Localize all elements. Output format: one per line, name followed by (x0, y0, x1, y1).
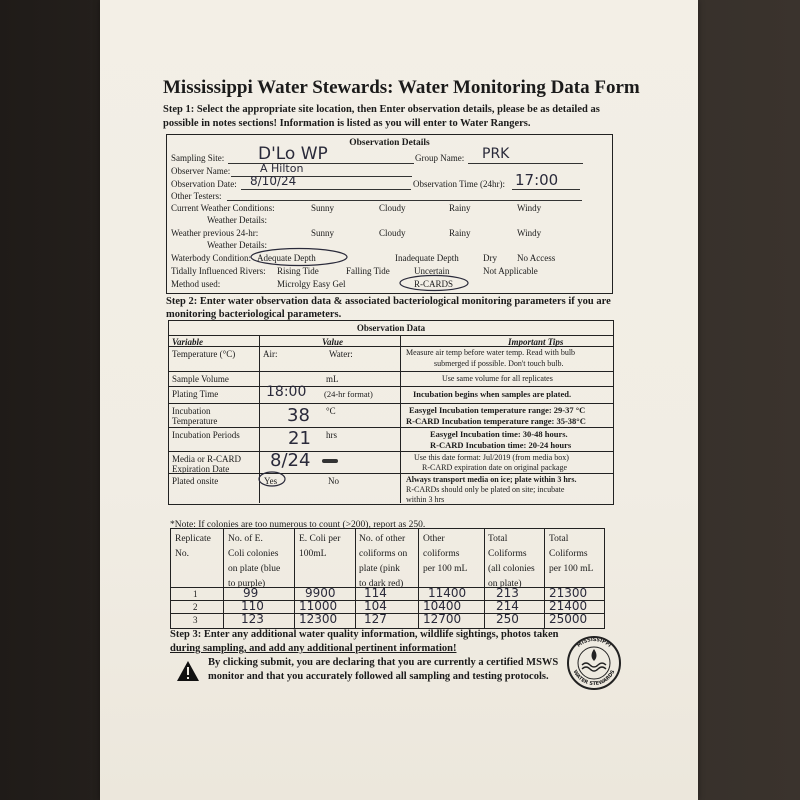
rep-header-ecoli-per-100 (299, 532, 340, 562)
observation-time-label: Observation Time (24hr): (413, 179, 505, 189)
rep-header-other-colonies (359, 532, 407, 592)
row-incubation-temp-tip2: R-CARD Incubation temperature range: 35-38°C (406, 416, 586, 426)
method-used-label: Method used: (171, 279, 221, 289)
row-incubation-temp-value[interactable]: 38 (287, 405, 310, 426)
row-sample-volume-label: Sample Volume (172, 374, 229, 384)
table-rule (168, 473, 613, 474)
row-expiration-tip1: Use this date format: Jul/2019 (from media box) (414, 453, 569, 462)
observation-date-value[interactable]: 8/10/24 (250, 174, 297, 188)
rep-header-line: coliforms on (359, 549, 408, 559)
table-rule (168, 335, 613, 336)
rep-header-line: Total (549, 534, 569, 544)
rep-cell[interactable]: 123 (241, 612, 264, 626)
rep-header-line: Replicate (175, 534, 211, 544)
waterbody-adequate-depth[interactable]: Adequate Depth (257, 253, 316, 263)
rep-cell[interactable]: 127 (364, 612, 387, 626)
tidal-falling[interactable]: Falling Tide (346, 266, 390, 276)
data-form-sheet (100, 0, 698, 800)
row-temperature-air[interactable]: Air: (263, 349, 278, 359)
observation-time-line (512, 189, 580, 190)
rep-header-line: (all colonies (488, 564, 535, 574)
step3-line1: Step 3: Enter any additional water quality information, wildlife sightings, photos taken (170, 629, 559, 640)
observation-details-header: Observation Details (349, 138, 430, 148)
rep-cell[interactable]: 110 (241, 599, 264, 613)
group-name-value[interactable]: PRK (482, 146, 510, 162)
other-testers-line (227, 200, 582, 201)
rep-header-line: per 100 mL (549, 564, 594, 574)
rep-cell[interactable]: 21300 (549, 586, 588, 600)
waterbody-no-access[interactable]: No Access (517, 253, 556, 263)
rep-cell[interactable]: 12300 (299, 612, 338, 626)
col-value-header: Value (322, 337, 344, 347)
col-tips-header: Important Tips (508, 337, 564, 347)
tidal-not-applicable[interactable]: Not Applicable (483, 266, 538, 276)
row-plated-onsite-tip2: R-CARDs should only be plated on site; incubate (406, 485, 565, 494)
row-plating-time-value[interactable]: 18:00 (266, 384, 307, 400)
sampling-site-label: Sampling Site: (171, 153, 225, 163)
seal-top-text: MISSISSIPPI (576, 636, 613, 649)
rep-header-line: No. (175, 549, 189, 559)
waterbody-condition-label: Waterbody Condition: (171, 253, 252, 263)
row-plated-onsite-tip1: Always transport media on ice; plate within 3 hrs. (406, 475, 577, 484)
current-weather-label: Current Weather Conditions: (171, 203, 275, 213)
previous-weather-sunny[interactable]: Sunny (311, 228, 335, 238)
adequate-depth-circle-mark (248, 246, 350, 268)
row-incubation-period-tip2: R-CARD Incubation time: 20-24 hours (430, 440, 572, 450)
rep-header-line: coliforms (423, 549, 460, 559)
waterbody-inadequate-depth[interactable]: Inadequate Depth (395, 253, 459, 263)
row-incubation-period-unit: hrs (326, 430, 337, 440)
rep-cell[interactable]: 25000 (549, 612, 588, 626)
rep-header-line: plate (pink (359, 564, 400, 574)
rep-cell[interactable]: 11400 (428, 586, 467, 600)
rep-header-line: No. of E. (228, 534, 263, 544)
rep-cell: 3 (193, 615, 198, 625)
row-incubation-temp-unit: °C (326, 406, 336, 416)
water-stewards-seal-logo (566, 635, 622, 691)
row-sample-volume-unit[interactable]: mL (326, 374, 339, 384)
observation-date-line (241, 189, 411, 190)
weather-details-label: Weather Details: (207, 215, 267, 225)
tidal-rivers-label: Tidally Influenced Rivers: (171, 266, 266, 276)
row-incubation-period-tip1: Easygel Incubation time: 30-48 hours. (430, 429, 568, 439)
other-testers-label: Other Testers: (171, 191, 222, 201)
rep-header-line: Total (488, 534, 508, 544)
table-rule (168, 346, 613, 347)
row-expiration-value[interactable]: 8/24 (270, 450, 311, 471)
group-name-line (468, 163, 583, 164)
row-incubation-period-label: Incubation Periods (172, 430, 240, 440)
row-temperature-label: Temperature (°C) (172, 349, 236, 359)
rep-header-other-per-100 (423, 532, 467, 577)
step1-line1: Step 1: Select the appropriate site location, then Enter observation details, please be as detailed as (163, 104, 600, 115)
observer-name-label: Observer Name: (171, 166, 231, 176)
rep-header-total-colonies (488, 532, 535, 592)
row-plated-onsite-label: Plated onsite (172, 476, 219, 486)
rep-cell[interactable]: 214 (496, 599, 519, 613)
observation-data-header: Observation Data (356, 323, 426, 333)
row-incubation-temp-label: Incubation Temperature (172, 406, 218, 426)
table-rule (168, 403, 613, 404)
rep-cell[interactable]: 114 (364, 586, 387, 600)
step3-line2: during sampling, and add any additional pertinent information! (170, 643, 457, 654)
current-weather-rainy[interactable]: Rainy (449, 203, 471, 213)
table-rule (168, 427, 613, 428)
scribble-mark (322, 459, 338, 463)
rep-cell: 1 (193, 589, 198, 599)
rep-header-line: 100mL (299, 549, 327, 559)
rep-cell: 2 (193, 602, 198, 612)
row-plated-onsite-tip3: within 3 hrs (406, 495, 445, 504)
rep-header-line: Other (423, 534, 445, 544)
row-incubation-period-value[interactable]: 21 (288, 428, 311, 449)
current-weather-sunny[interactable]: Sunny (311, 203, 335, 213)
observation-time-value[interactable]: 17:00 (515, 171, 559, 189)
declaration-line1: By clicking submit, you are declaring that you are currently a certified MSWS (208, 657, 559, 668)
table-rule (168, 386, 613, 387)
previous-weather-label: Weather previous 24-hr: (171, 228, 259, 238)
rep-header-replicate (175, 532, 211, 562)
declaration-line2: monitor and that you accurately followed all sampling and testing protocols. (208, 671, 549, 682)
yes-circle-mark (257, 470, 287, 488)
rep-cell[interactable]: 9900 (305, 586, 336, 600)
row-plating-time-label: Plating Time (172, 389, 219, 399)
row-plated-onsite-yes[interactable]: Yes (264, 476, 278, 486)
rep-cell[interactable]: 11000 (299, 599, 338, 613)
row-expiration-tip2: R-CARD expiration date on original package (422, 463, 568, 472)
observer-name-value[interactable]: A Hilton (260, 162, 304, 175)
rep-header-line: Coli colonies (228, 549, 279, 559)
rep-header-line: E. Coli per (299, 534, 341, 544)
rep-header-line: to purple) (228, 579, 266, 589)
rep-header-line: per 100 mL (423, 564, 468, 574)
rep-header-line: Coliforms (488, 549, 527, 559)
step2-line1: Step 2: Enter water observation data & associated bacteriological monitoring parameters if you are (166, 296, 611, 307)
col-variable-header: Variable (172, 337, 204, 347)
row-plating-time-tip: Incubation begins when samples are plated. (413, 389, 572, 399)
warning-icon (176, 660, 200, 682)
rep-header-ecoli-colonies (228, 532, 280, 592)
row-expiration-label: Media or R-CARD Expiration Date (172, 454, 241, 474)
tidal-uncertain[interactable]: Uncertain (414, 266, 450, 276)
rep-cell[interactable]: 99 (243, 586, 259, 600)
method-easygel[interactable]: Microlgy Easy Gel (277, 279, 346, 289)
row-incubation-temp-tip1: Easygel Incubation temperature range: 29-37 °C (409, 405, 586, 415)
group-name-label: Group Name: (415, 153, 465, 163)
rep-cell[interactable]: 10400 (423, 599, 462, 613)
form-title: Mississippi Water Stewards: Water Monitoring Data Form (163, 77, 640, 98)
observation-date-label: Observation Date: (171, 179, 237, 189)
row-plated-onsite-no[interactable]: No (328, 476, 339, 486)
rep-header-line: on plate) (488, 579, 522, 589)
table-rule (168, 371, 613, 372)
seal-bottom-text: WATER STEWARDS (571, 669, 617, 688)
rep-header-total-per-100 (549, 532, 593, 577)
current-weather-cloudy[interactable]: Cloudy (379, 203, 406, 213)
table-rule (170, 613, 604, 614)
previous-weather-rainy[interactable]: Rainy (449, 228, 471, 238)
table-rule (170, 600, 604, 601)
row-temperature-water[interactable]: Water: (329, 349, 353, 359)
previous-weather-cloudy[interactable]: Cloudy (379, 228, 406, 238)
rep-header-line: Coliforms (549, 549, 588, 559)
row-sample-volume-tip: Use same volume for all replicates (442, 374, 553, 383)
colonies-note: *Note: If colonies are too numerous to count (>200), report as 250. (170, 520, 426, 530)
method-rcards[interactable]: R-CARDS (414, 279, 454, 289)
row-temperature-tip1: Measure air temp before water temp. Read with bulb (406, 348, 576, 357)
rep-header-line: on plate (blue (228, 564, 281, 574)
weather-details-label-2: Weather Details: (207, 240, 267, 250)
rep-cell[interactable]: 104 (364, 599, 387, 613)
previous-weather-windy[interactable]: Windy (517, 228, 542, 238)
row-plating-time-format: (24-hr format) (324, 389, 373, 399)
rep-cell[interactable]: 213 (496, 586, 519, 600)
row-temperature-tip2: submerged if possible. Don't touch bulb. (434, 359, 564, 368)
tidal-rising[interactable]: Rising Tide (277, 266, 319, 276)
table-rule (168, 451, 613, 452)
rcards-circle-mark (397, 273, 471, 293)
rep-header-line: to dark red) (359, 579, 404, 589)
rep-header-line: No. of other (359, 534, 406, 544)
rep-cell[interactable]: 250 (496, 612, 519, 626)
waterbody-dry[interactable]: Dry (483, 253, 497, 263)
current-weather-windy[interactable]: Windy (517, 203, 542, 213)
rep-cell[interactable]: 12700 (423, 612, 462, 626)
step1-line2: possible in notes sections! Information is listed as you will enter to Water Rangers. (163, 118, 531, 129)
sampling-site-value[interactable]: D'Lo WP (258, 144, 328, 164)
table-rule (400, 335, 401, 503)
rep-cell[interactable]: 21400 (549, 599, 588, 613)
step2-line2: monitoring bacteriological parameters. (166, 309, 342, 320)
